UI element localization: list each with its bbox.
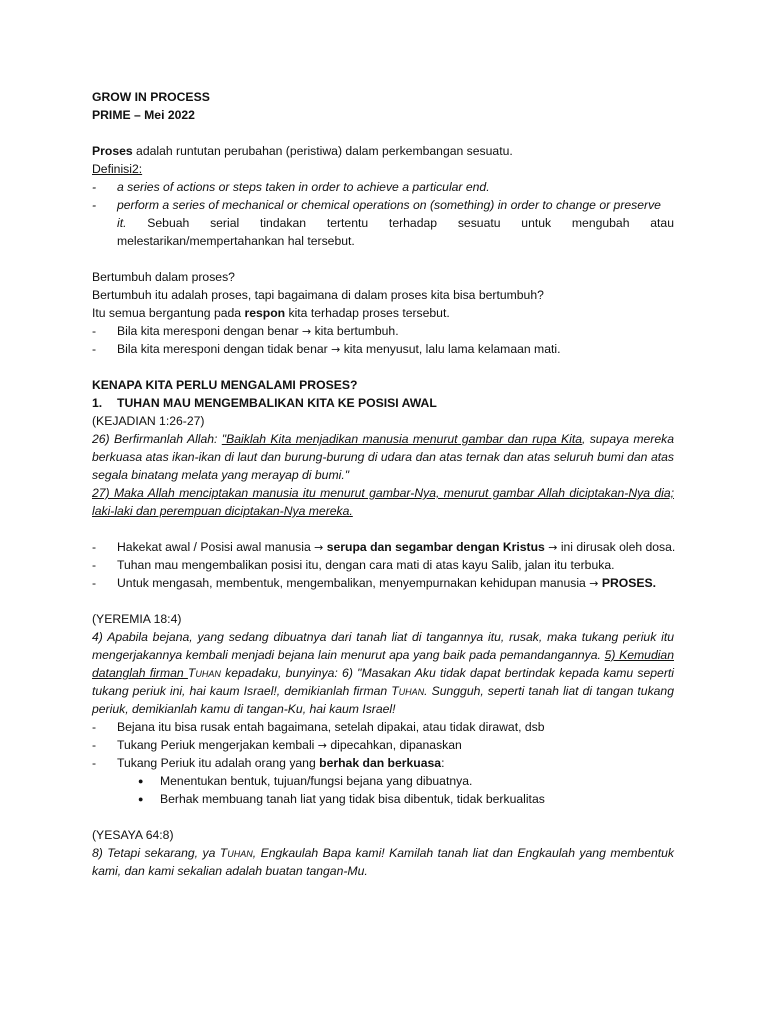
- ref-yeremia: (YEREMIA 18:4): [92, 612, 182, 626]
- hakekat-bullet-1: [92, 538, 674, 556]
- term-proses: Proses: [92, 144, 133, 158]
- growth-dependency: [92, 304, 674, 322]
- periuk-bullet-1: - Bejana itu bisa rusak entah bagaimana, setelah dipakai, atau tidak dirawat, dsb: [92, 718, 674, 736]
- b1-post: kita bertumbuh.: [311, 324, 399, 338]
- doc-subtitle: PRIME – Mei 2022: [92, 108, 195, 122]
- h1-post: ini dirusak oleh dosa.: [557, 540, 676, 554]
- point1-number: 1.: [92, 396, 103, 410]
- growth-question-1: Bertumbuh dalam proses?: [92, 270, 235, 284]
- periuk-bullet-3: [92, 754, 674, 772]
- b1-pre: Bila kita meresponi dengan benar: [117, 324, 302, 338]
- intro-definition: [92, 142, 674, 160]
- p3-post: :: [441, 756, 445, 770]
- verse-kejadian-26: [92, 430, 674, 484]
- v5b: kepadaku, bunyinya: 6) "Masakan Aku tidak dapat bertindak kepada kamu seperti tukang periuk ini, hai kaum Israel!, demikianlah firman: [92, 666, 674, 698]
- h3-bold: PROSES.: [601, 576, 656, 590]
- h1-pre: Hakekat awal / Posisi awal manusia: [117, 540, 315, 554]
- v26-underlined: "Baiklah Kita menjadikan manusia menurut gambar dan rupa Kita: [221, 432, 582, 446]
- document-page: [92, 88, 674, 880]
- def2-it: it.: [117, 216, 127, 230]
- b2-pre: Bila kita meresponi dengan tidak benar: [117, 342, 332, 356]
- dep-post: kita terhadap proses tersebut.: [285, 306, 450, 320]
- verse-yeremia: [92, 628, 674, 718]
- dep-pre: Itu semua bergantung pada: [92, 306, 245, 320]
- v8a: 8) Tetapi sekarang, ya: [92, 846, 220, 860]
- ref-yesaya: (YESAYA 64:8): [92, 828, 174, 842]
- tuhan-1: Tuhan: [187, 666, 221, 680]
- p3-pre: Tukang Periuk itu adalah orang yang: [117, 756, 320, 770]
- arrow-right-icon: →: [314, 541, 324, 554]
- ref-kejadian: (KEJADIAN 1:26-27): [92, 414, 205, 428]
- tuhan-2: Tuhan: [391, 684, 425, 698]
- hakekat-bullet-2: - Tuhan mau mengembalikan posisi itu, dengan cara mati di atas kayu Salib, jalan itu terbuka.: [92, 556, 674, 574]
- v26-b: , supaya mereka berkuasa atas ikan-ikan di laut dan burung-burung di udara dan atas ternak dan atas seluruh bumi dan atas segala binatang melata yang merayap di bumi.": [92, 432, 674, 482]
- tuhan-3: Tuhan: [219, 846, 253, 860]
- definition-item-2-cont: [92, 214, 674, 232]
- definition-item-2: - perform a series of mechanical or chemical operations on (something) in order to change or preserve: [92, 196, 674, 214]
- definition-item-2-end: melestarikan/mempertahankan hal tersebut.: [117, 234, 355, 248]
- h1-bold: serupa dan segambar dengan Kristus: [326, 540, 545, 554]
- arrow-right-icon: →: [548, 541, 558, 554]
- v26-a: 26) Berfirmanlah Allah:: [92, 432, 222, 446]
- arrow-right-icon: →: [301, 325, 312, 338]
- growth-bullet-2: [92, 340, 674, 358]
- dep-bold: respon: [244, 306, 286, 320]
- why-point-1: [92, 394, 674, 412]
- v8b: , Engkaulah Bapa kami! Kamilah tanah liat dan Engkaulah yang membentuk kami, dan kami sekalian adalah buatan tangan-Mu.: [92, 846, 674, 878]
- why-heading: KENAPA KITA PERLU MENGALAMI PROSES?: [92, 378, 358, 392]
- def2-translation: Sebuah serial tindakan tertentu terhadap sesuatu untuk mengubah atau: [126, 216, 674, 230]
- hakekat-bullet-3: [92, 574, 674, 592]
- periuk-bullet-2: [92, 736, 674, 754]
- h3-pre: Untuk mengasah, membentuk, mengembalikan, menyempurnakan kehidupan manusia: [117, 576, 590, 590]
- v4: 4) Apabila bejana, yang sedang dibuatnya dari tanah liat di tangannya itu, rusak, maka tukang periuk itu mengerjakannya kembali menjadi bejana lain menurut apa yang baik pada pemandangannya.: [92, 630, 674, 662]
- growth-question-2: Bertumbuh itu adalah proses, tapi bagaimana di dalam proses kita bisa bertumbuh?: [92, 288, 544, 302]
- growth-bullet-1: [92, 322, 674, 340]
- point1-text: TUHAN MAU MENGEMBALIKAN KITA KE POSISI AWAL: [117, 396, 437, 410]
- intro-rest: adalah runtutan perubahan (peristiwa) dalam perkembangan sesuatu.: [132, 144, 513, 158]
- doc-title: GROW IN PROCESS: [92, 90, 210, 104]
- arrow-right-icon: →: [589, 577, 599, 590]
- v5: 5) Kemudian datanglah firman: [92, 648, 674, 680]
- p3-bold: berhak dan berkuasa: [319, 756, 442, 770]
- p2-pre: Tukang Periuk mengerjakan kembali: [117, 738, 318, 752]
- arrow-right-icon: →: [317, 739, 327, 752]
- periuk-sub-bullet-1: ● Menentukan bentuk, tujuan/fungsi bejana yang dibuatnya.: [92, 772, 674, 790]
- definition-item-1: - a series of actions or steps taken in order to achieve a particular end.: [92, 178, 674, 196]
- definitions-heading: Definisi2:: [92, 162, 143, 176]
- arrow-right-icon: →: [331, 343, 341, 356]
- v6b: . Sungguh, seperti tanah liat di tangan tukang periuk, demikianlah kamu di tangan-Ku, hai kaum Israel!: [92, 684, 674, 716]
- p2-post: dipecahkan, dipanaskan: [326, 738, 462, 752]
- periuk-sub-bullet-2: ● Berhak membuang tanah liat yang tidak bisa dibentuk, tidak berkualitas: [92, 790, 674, 808]
- verse-kejadian-27: 27) Maka Allah menciptakan manusia itu menurut gambar-Nya, menurut gambar Allah diciptakan-Nya dia; laki-laki dan perempuan diciptakan-Nya mereka.: [92, 486, 674, 518]
- b2-post: kita menyusut, lalu lama kelamaan mati.: [340, 342, 561, 356]
- verse-yesaya: [92, 844, 674, 880]
